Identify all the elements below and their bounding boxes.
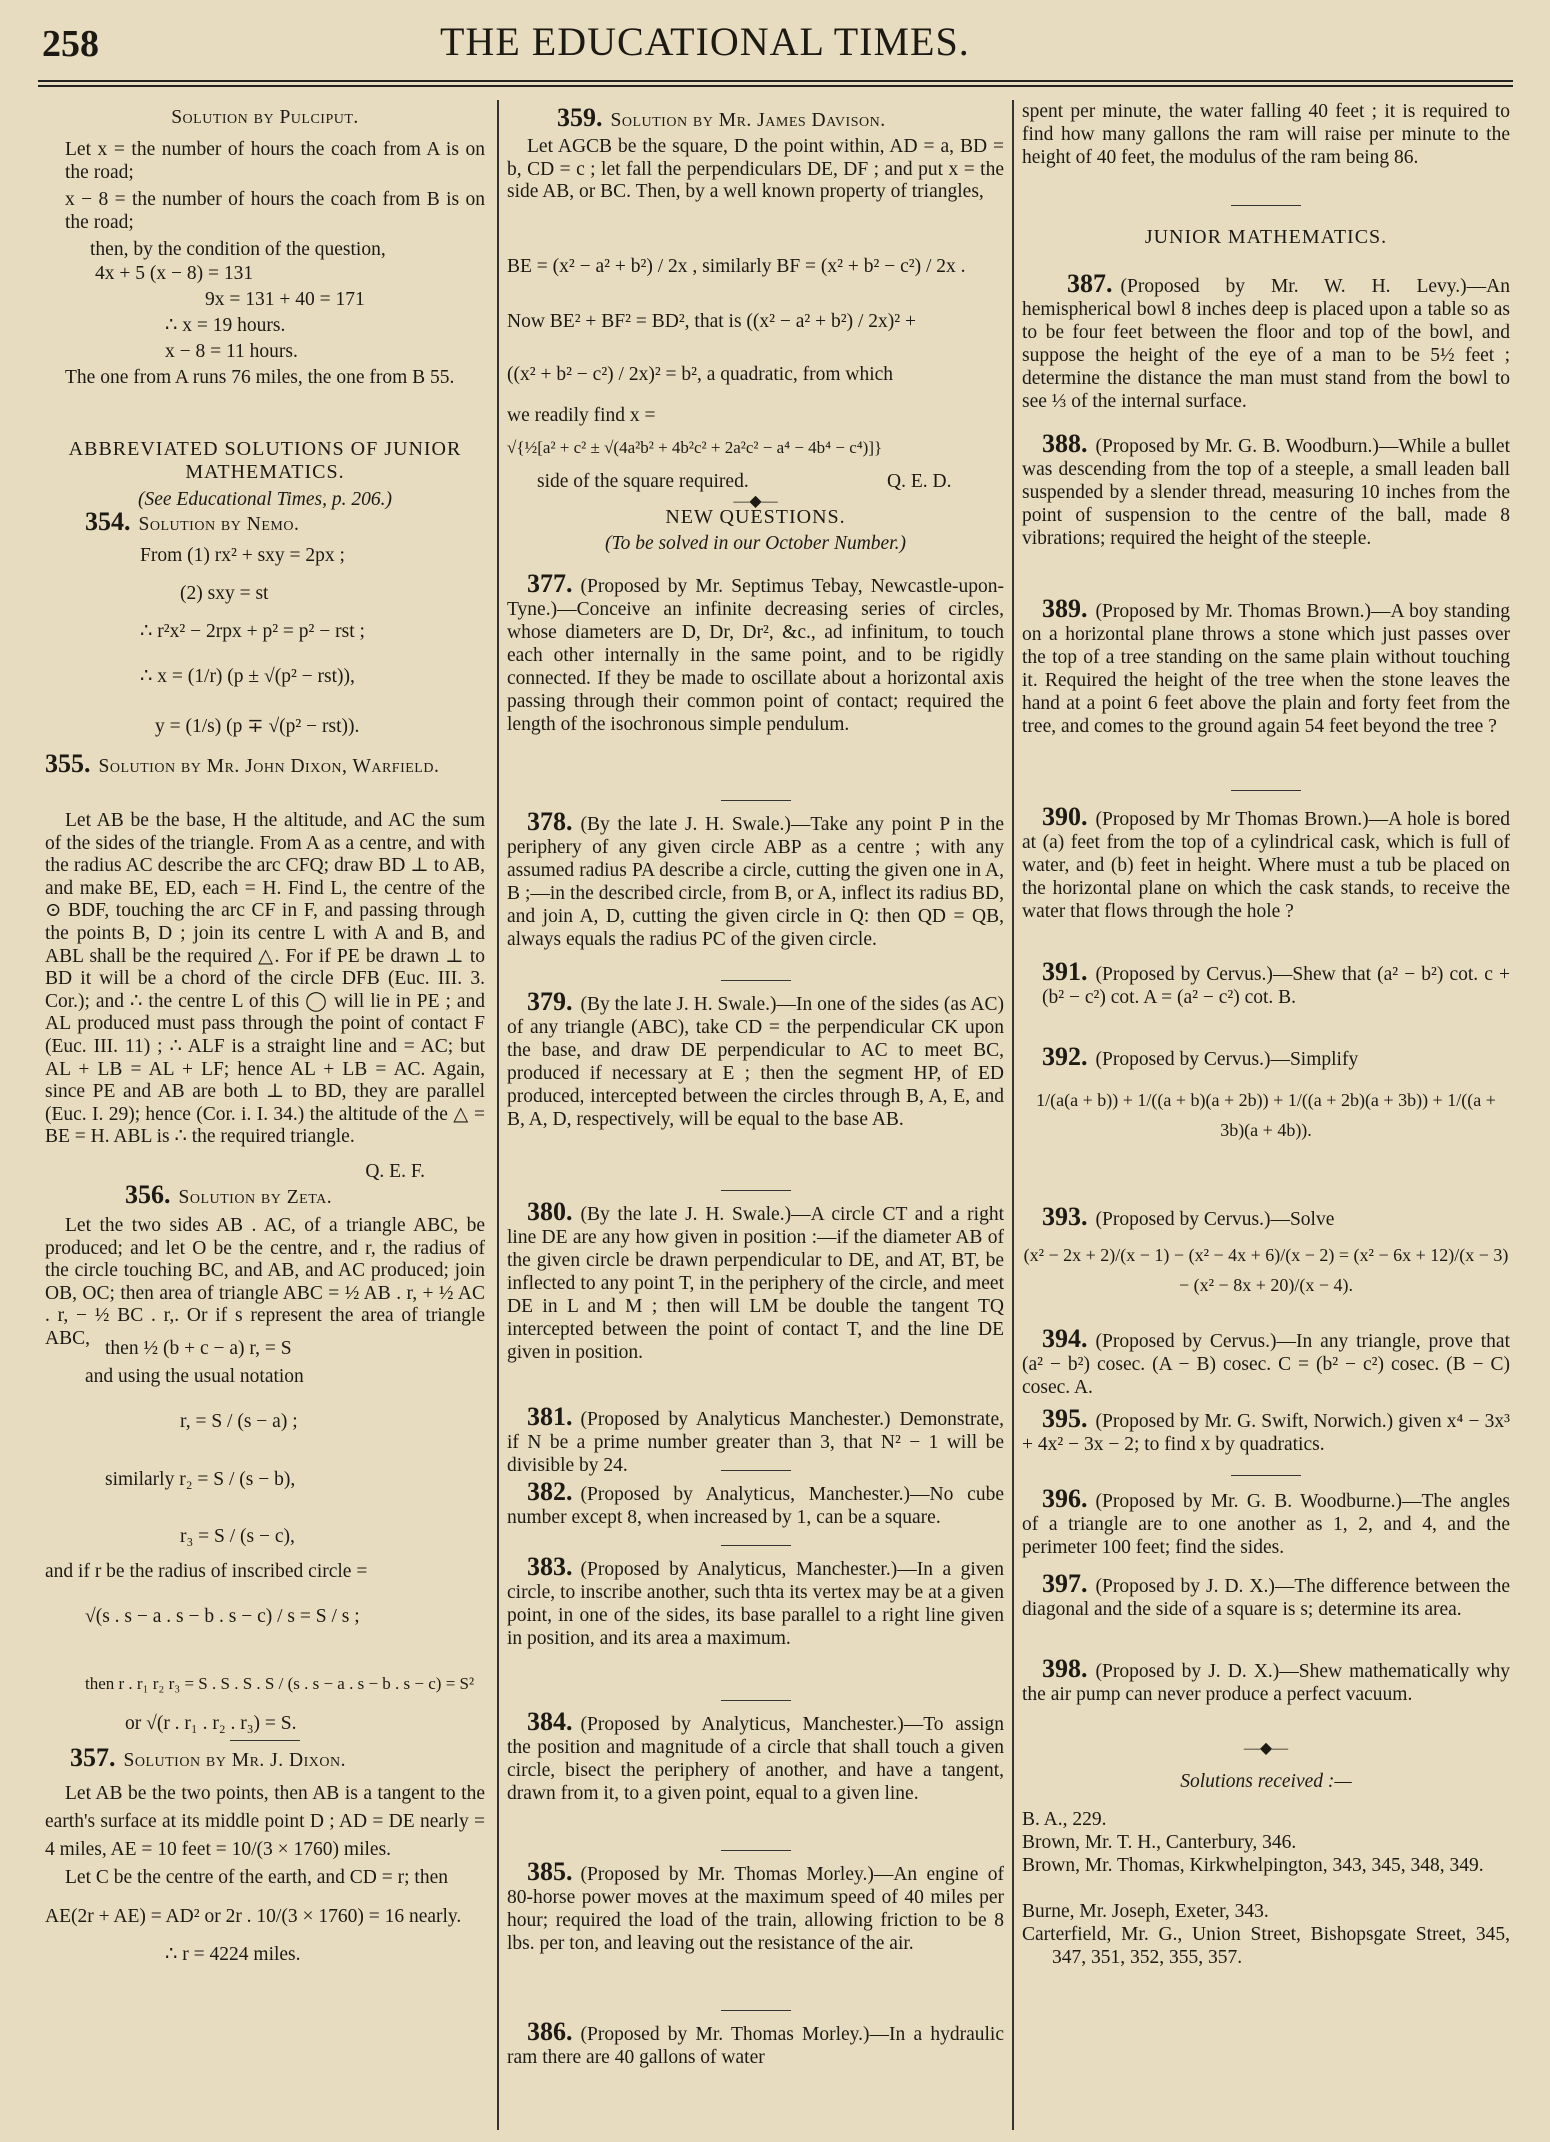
question-384: 384. (Proposed by Analyticus, Manchester.)—To assign the position and magnitude of a circle that shall touch a given circle, bisect the periphery of another, and have a tangent, drawn from it, to a given point, equal to a given line.: [507, 1707, 1004, 1804]
section-subheading: (See Educational Times, p. 206.): [137, 489, 392, 510]
solution-heading: 355. Solution by Mr. John Dixon, Warfield.: [45, 749, 440, 778]
question-383: 383. (Proposed by Analyticus, Manchester.)—In a given circle, to inscribe another, such thta its vertex may be at a given point, in one of the sides, its base parallel to a right line given in position, and its area a maximum.: [507, 1552, 1004, 1649]
ornament-divider: —◆—: [733, 493, 778, 510]
equation: x − 8 = 11 hours.: [165, 341, 298, 362]
formula: 1/(a(a + b)) + 1/((a + b)(a + 2b)) + 1/((a + 2b)(a + 3b)) + 1/((a + 3b)(a + 4b)).: [1036, 1090, 1496, 1140]
equation: ∴ r = 4224 miles.: [165, 1944, 301, 1965]
equation: AE(2r + AE) = AD² or 2r . 10/(3 × 1760) = 16 nearly.: [45, 1906, 462, 1927]
text-line: we readily find x =: [507, 405, 656, 426]
question-389: 389. (Proposed by Mr. Thomas Brown.)—A boy standing on a horizontal plane throws a stone which just passes over the top of a tree standing on the same plain without touching it. Required the height of the tree when the stone leaves the hand at a point 6 feet above the plain and forty feet from the tree, and comes to the ground again 54 feet beyond the tree ?: [1022, 594, 1510, 737]
section-heading: NEW QUESTIONS.: [665, 506, 846, 528]
divider: [721, 2010, 791, 2011]
solution-entry: Brown, Mr. Thomas, Kirkwhelpington, 343, 345, 348, 349.: [1022, 1855, 1484, 1876]
question-397: 397. (Proposed by J. D. X.)—The difference between the diagonal and the side of a square is s; determine its area.: [1022, 1569, 1510, 1620]
right-column: [1022, 0, 1510, 2142]
question-377: 377. (Proposed by Mr. Septimus Tebay, Newcastle-upon-Tyne.)—Conceive an infinite decreasing series of circles, whose diameters are D, Dr, Dr², &c., ad infinitum, to touch each other internally in the same point, and to be rigidly connected. If they be made to oscillate about a horizontal axis passing through their common point of contact; required the length of the isochronous simple pendulum.: [507, 569, 1004, 735]
paragraph: Let AGCB be the square, D the point within, AD = a, BD = b, CD = c ; let fall the perpendiculars DE, DF ; and put x = the side AB, or BC. Then, by a well known property of triangles,: [507, 136, 1004, 203]
text-line: x − 8 = the number of hours the coach from B is on the road;: [65, 189, 485, 233]
equation: ∴ r²x² − 2rpx + p² = p² − rst ;: [140, 621, 365, 642]
question-385: 385. (Proposed by Mr. Thomas Morley.)—An engine of 80-horse power moves at the maximum speed of 40 miles per hour; required the load of the train, allowing friction to be 8 lbs. per ton, and leaving out the resistance of the air.: [507, 1857, 1004, 1954]
equation: ((x² + b² − c²) / 2x)² = b², a quadratic, from which: [507, 364, 894, 385]
paragraph: The one from A runs 76 miles, the one from B 55.: [65, 367, 455, 388]
divider: [1231, 205, 1301, 206]
paragraph: Let AB be the base, H the altitude, and AC the sum of the sides of the triangle. From A as a centre, and with the radius AC describe the arc CFQ; draw BD ⊥ to AB, and make BE, ED, each = H. Find L, the centre of the ⊙ BDF, touching the arc CF in F, and passing through the points B, D ; join its centre L with A and B, and ABL shall be the required △. For if PE be drawn ⊥ to BD it will be a chord of the circle DFB (Euc. III. 3. Cor.); and ∴ the centre L of this ◯ will lie in PE ; and AL produced must pass through the point of contact F (Euc. III. 11) ; ∴ ALF is a straight line and = AC; but AL + LB = AL + LF; hence AL + LB = AC. Again, since PE and AB are both ⊥ to BD, they are parallel (Euc. I. 29); hence (Cor. i. I. 34.) the altitude of the △ = BE = H. ABL is ∴ the required triangle.: [45, 810, 485, 1148]
question-390: 390. (Proposed by Mr Thomas Brown.)—A hole is bored at (a) feet from the top of a cylindrical cask, which is full of water, and (b) feet in height. Where must a tub be placed on the horizontal plane on which the cask stands, to receive the water that flows through the hole ?: [1022, 802, 1510, 922]
text-line: Let x = the number of hours the coach from A is on the road;: [65, 139, 485, 183]
text-line: and if r be the radius of inscribed circle =: [45, 1561, 368, 1582]
paragraph: Let the two sides AB . AC, of a triangle ABC, be produced; and let O be the centre, and r, the radius of the circle touching BC, and AB, and AC produced; join OB, OC; then area of triangle ABC = ½ AB . r, + ½ AC . r, − ½ BC . r,. Or if s represent the area of triangle ABC,: [45, 1215, 485, 1349]
equation: y = (1/s) (p ∓ √(p² − rst)).: [155, 716, 360, 737]
publication-title: THE EDUCATIONAL TIMES.: [440, 19, 970, 64]
equation: similarly r₂ = S / (s − b),: [105, 1469, 296, 1490]
question-381: 381. (Proposed by Analyticus Manchester.) Demonstrate, if N be a prime number greater than 3, that N² − 1 will be divisible by 24.: [507, 1402, 1004, 1476]
divider: [721, 1190, 791, 1191]
question-382: 382. (Proposed by Analyticus, Manchester.)—No cube number except 8, when increased by 1, can be a square.: [507, 1477, 1004, 1528]
equation: r₃ = S / (s − c),: [180, 1526, 295, 1547]
question-379: 379. (By the late J. H. Swale.)—In one of the sides (as AC) of any triangle (ABC), take CD = the perpendicular CK upon the base, and draw DE perpendicular to AC to meet BC, produced if necessary at E ; then the segment HP, of ED produced, intercepted between the circles through B, A, E, and B, A, D, respectively, will be equal to the base AB.: [507, 987, 1004, 1130]
solution-entry: Brown, Mr. T. H., Canterbury, 346.: [1022, 1832, 1297, 1853]
equation: ∴ x = (1/r) (p ± √(p² − rst)),: [140, 666, 355, 687]
question-392: 392. (Proposed by Cervus.)—Simplify: [1042, 1042, 1359, 1071]
paragraph: spent per minute, the water falling 40 feet ; it is required to find how many gallons the ram will raise per minute to the height of 40 feet, the modulus of the ram being 86.: [1022, 101, 1510, 168]
column-divider: [1012, 100, 1014, 2130]
equation: Now BE² + BF² = BD², that is ((x² − a² + b²) / 2x)² +: [507, 311, 916, 332]
equation: then ½ (b + c − a) r, = S: [105, 1338, 292, 1359]
solution-entry: Carterfield, Mr. G., Union Street, Bishopsgate Street, 345, 347, 351, 352, 355, 357.: [1022, 1924, 1510, 1968]
question-388: 388. (Proposed by Mr. G. B. Woodburn.)—While a bullet was descending from the top of a steeple, a small leaden ball suspended by a slender thread, measuring 10 inches from the point of suspension to the centre of the ball, made 8 vibrations; required the height of the steeple.: [1022, 429, 1510, 549]
solution-entry: Burne, Mr. Joseph, Exeter, 343.: [1022, 1901, 1269, 1922]
equation: or √(r . r₁ . r₂ . r₃) = S.: [125, 1713, 297, 1734]
solution-heading: 357. Solution by Mr. J. Dixon.: [70, 1743, 346, 1772]
question-398: 398. (Proposed by J. D. X.)—Shew mathematically why the air pump can never produce a perfect vacuum.: [1022, 1654, 1510, 1705]
page-number: 258: [42, 23, 99, 65]
text-line: side of the square required.: [537, 471, 749, 492]
equation: (2) sxy = st: [180, 583, 269, 604]
solution-heading: 356. Solution by Zeta.: [125, 1180, 333, 1209]
equation: then r . r₁ r₂ r₃ = S . S . S . S / (s . s − a . s − b . s − c) = S²: [85, 1674, 475, 1693]
equation: 4x + 5 (x − 8) = 131: [95, 263, 254, 284]
paragraph: Let AB be the two points, then AB is a tangent to the earth's surface at its middle point D ; AD = DE nearly = 4 miles, AE = 10 feet = 10/(3 × 1760) miles.: [45, 1783, 485, 1860]
paragraph: Let C be the centre of the earth, and CD = r; then: [65, 1867, 448, 1888]
solution-entry: B. A., 229.: [1022, 1809, 1107, 1830]
question-380: 380. (By the late J. H. Swale.)—A circle CT and a right line DE are any how given in position :—if the diameter AB of the given circle be drawn perpendicular to DE, and AT, BT, be inflected to any point T, in the periphery of the circle, and meet DE in L and M ; then will LM be double the tangent TQ intercepted between the point of contact T, and the line DE given in position.: [507, 1197, 1004, 1363]
section-heading: ABBREVIATED SOLUTIONS OF JUNIOR MATHEMATICS.: [68, 438, 462, 483]
equation: √{½[a² + c² ± √(4a²b² + 4b²c² + 2a²c² − a⁴ − 4b⁴ − c⁴)]}: [507, 438, 883, 457]
question-396: 396. (Proposed by Mr. G. B. Woodburne.)—The angles of a triangle are to one another as 1, 2, and 4, and the perimeter 100 feet; find the sides.: [1022, 1484, 1510, 1558]
question-386: 386. (Proposed by Mr. Thomas Morley.)—In a hydraulic ram there are 40 gallons of water: [507, 2017, 1004, 2068]
divider: [1231, 790, 1301, 791]
question-393: 393. (Proposed by Cervus.)—Solve: [1042, 1202, 1335, 1231]
middle-column: [507, 0, 1004, 2142]
divider: [721, 800, 791, 801]
section-heading: Solution by Pulciput.: [171, 107, 359, 128]
qef: Q. E. F.: [365, 1161, 425, 1182]
column-divider: [497, 100, 499, 2130]
section-subheading: (To be solved in our October Number.): [605, 533, 906, 554]
ornament-divider: —◆—: [1243, 1740, 1289, 1757]
solution-heading: 354. Solution by Nemo.: [85, 507, 300, 536]
section-heading: JUNIOR MATHEMATICS.: [1144, 226, 1388, 248]
question-394: 394. (Proposed by Cervus.)—In any triangle, prove that (a² − b²) cosec. (A − B) cosec. C = (b² − c²) cosec. (B − C) cosec. A.: [1022, 1324, 1510, 1398]
question-387: 387. (Proposed by Mr. W. H. Levy.)—An hemispherical bowl 8 inches deep is placed upon a table so as to be four feet between the floor and top of the bowl, and suppose the height of the eye of a man to be 5½ feet ; determine the distance the man must stand from the bowl to see ⅓ of the internal surface.: [1022, 269, 1510, 412]
divider: [721, 1470, 791, 1471]
divider: [230, 1740, 300, 1741]
equation: BE = (x² − a² + b²) / 2x , similarly BF = (x² + b² − c²) / 2x .: [507, 256, 966, 277]
equation: √(s . s − a . s − b . s − c) / s = S / s ;: [85, 1606, 360, 1627]
question-395: 395. (Proposed by Mr. G. Swift, Norwich.) given x⁴ − 3x³ + 4x² − 3x − 2; to find x by quadratics.: [1022, 1404, 1510, 1455]
left-column: [45, 0, 485, 2142]
solutions-heading: Solutions received :—: [1180, 1771, 1352, 1792]
equation: From (1) rx² + sxy = 2px ;: [140, 545, 345, 566]
question-391: 391. (Proposed by Cervus.)—Shew that (a² − b²) cot. c + (b² − c²) cot. A = (a² − c²) cot. B.: [1042, 957, 1510, 1008]
text-line: and using the usual notation: [85, 1366, 304, 1387]
divider: [1231, 1475, 1301, 1476]
divider: [721, 1850, 791, 1851]
equation: ∴ x = 19 hours.: [165, 315, 286, 336]
equation: r, = S / (s − a) ;: [180, 1411, 298, 1432]
question-378: 378. (By the late J. H. Swale.)—Take any point P in the periphery of any given circle ABP as a centre ; with any assumed radius PA describe a circle, cutting the given one in A, B ;—in the described circle, from B, or A, inflect its radius BD, and join A, D, cutting the given circle in Q: then QD = QB, always equals the radius PC of the given circle.: [507, 807, 1004, 950]
divider: [721, 1545, 791, 1546]
formula: (x² − 2x + 2)/(x − 1) − (x² − 4x + 6)/(x − 2) = (x² − 6x + 12)/(x − 3) − (x² − 8x + 20)/(x − 4).: [1023, 1245, 1509, 1295]
qed: Q. E. D.: [887, 471, 952, 492]
solution-heading: 359. Solution by Mr. James Davison.: [557, 103, 886, 132]
text-line: then, by the condition of the question,: [90, 239, 386, 260]
equation: 9x = 131 + 40 = 171: [205, 289, 365, 310]
divider: [721, 980, 791, 981]
divider: [721, 1700, 791, 1701]
